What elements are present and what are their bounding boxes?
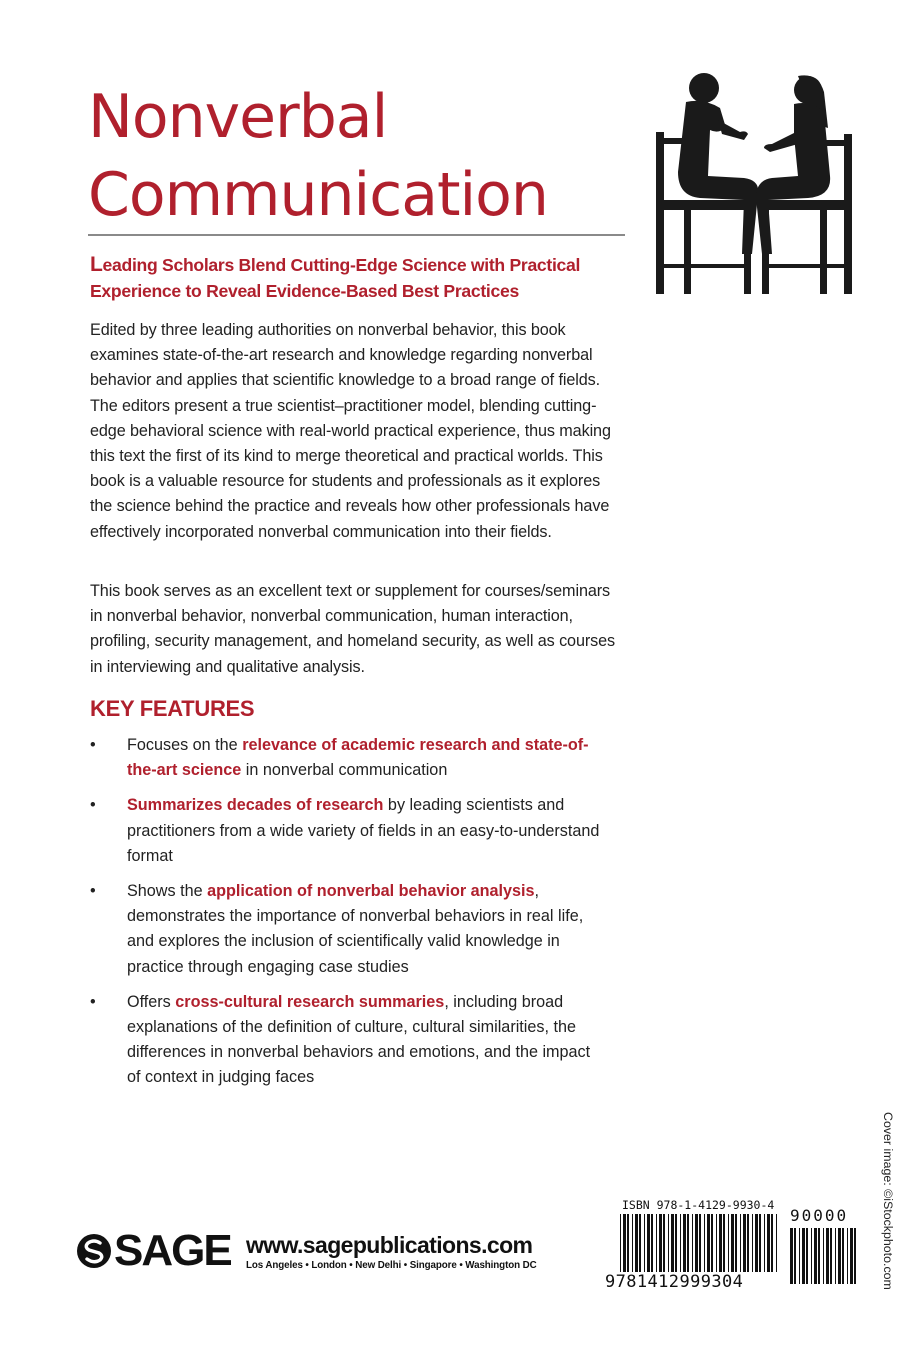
barcode-bar bbox=[818, 1228, 820, 1284]
feature-item bbox=[90, 879, 600, 980]
title-divider bbox=[88, 234, 625, 236]
isbn-label: ISBN 978-1-4129-9930-4 bbox=[622, 1198, 775, 1212]
barcode-bar bbox=[794, 1228, 796, 1284]
barcode-bar bbox=[668, 1214, 669, 1272]
barcode-bar bbox=[826, 1228, 829, 1284]
barcode-bar bbox=[704, 1214, 705, 1272]
barcode-bar bbox=[806, 1228, 808, 1284]
feature-item bbox=[90, 990, 600, 1091]
barcode-bar bbox=[728, 1214, 729, 1272]
barcode-bar bbox=[695, 1214, 698, 1272]
feature-text: Offers bbox=[127, 992, 176, 1011]
barcode-bar bbox=[847, 1228, 848, 1284]
barcode-bar bbox=[850, 1228, 853, 1284]
subtitle-text: eading Scholars Blend Cutting-Edge Science with Practical Experience to Reveal Evidence-Based Best Practices bbox=[90, 255, 581, 301]
title-line-1: Nonverbal bbox=[88, 82, 388, 152]
description-paragraph-2: This book serves as an excellent text or supplement for courses/seminars in nonverbal behavior, nonverbal communication, human interaction, profiling, security management, and homeland security, as well as courses in interviewing and qualitative analysis. bbox=[90, 582, 616, 676]
cover-image-credit: Cover image: ©iStockphoto.com bbox=[881, 1112, 895, 1290]
barcode-bar bbox=[632, 1214, 633, 1272]
feature-highlight: relevance of academic research and state-of-the-art science bbox=[127, 736, 589, 780]
barcode-bar bbox=[776, 1214, 777, 1272]
barcode-bar bbox=[823, 1228, 824, 1284]
barcode-bar bbox=[680, 1214, 681, 1272]
barcode-bar bbox=[811, 1228, 812, 1284]
key-features-heading: KEY FEATURES bbox=[90, 696, 255, 721]
barcode-bar bbox=[635, 1214, 638, 1272]
barcode-bar bbox=[707, 1214, 710, 1272]
sage-logo-text: SAGE bbox=[114, 1226, 231, 1275]
feature-highlight: application of nonverbal behavior analysis bbox=[207, 882, 535, 901]
subtitle-initial: L bbox=[90, 253, 103, 276]
barcode-bar bbox=[790, 1228, 793, 1284]
barcode-bar bbox=[623, 1214, 626, 1272]
barcode-bar bbox=[735, 1214, 737, 1272]
barcode-bar bbox=[854, 1228, 856, 1284]
barcode-bar bbox=[835, 1228, 836, 1284]
barcode-bar bbox=[639, 1214, 641, 1272]
price-barcode bbox=[788, 1228, 858, 1284]
sage-logo-icon bbox=[76, 1233, 112, 1269]
feature-item bbox=[90, 733, 600, 783]
barcode-bar bbox=[740, 1214, 741, 1272]
bullet-icon: • bbox=[90, 736, 96, 754]
publisher-website: www.sagepublications.com bbox=[246, 1232, 533, 1258]
publisher-info bbox=[246, 1232, 537, 1271]
barcode-bar bbox=[743, 1214, 746, 1272]
barcode-bar bbox=[656, 1214, 657, 1272]
barcode-bar bbox=[731, 1214, 734, 1272]
barcode-bar bbox=[651, 1214, 653, 1272]
barcode-bar bbox=[659, 1214, 662, 1272]
feature-text: by leading scientists and practitioners from a wide variety of fields in an easy-to-understand format bbox=[127, 796, 600, 865]
barcode-bar bbox=[716, 1214, 717, 1272]
barcode-bar bbox=[683, 1214, 686, 1272]
feature-text: , demonstrates the importance of nonverbal behaviors in real life, and explores the inclusion of scientifically valid knowledge in practice through engaging case studies bbox=[127, 882, 584, 976]
isbn-barcode bbox=[618, 1214, 782, 1272]
barcode-bar bbox=[627, 1214, 629, 1272]
barcode-bar bbox=[764, 1214, 765, 1272]
barcode-bar bbox=[644, 1214, 645, 1272]
book-subtitle bbox=[90, 252, 630, 304]
feature-text: , including broad explanations of the definition of culture, cultural similarities, the differences in nonverbal behaviors and emotions, and the impact of context in judging faces bbox=[127, 992, 591, 1087]
barcode-bar bbox=[771, 1214, 773, 1272]
barcode-bar bbox=[620, 1214, 621, 1272]
barcode-bar bbox=[692, 1214, 693, 1272]
key-features-list bbox=[90, 733, 600, 1091]
feature-item bbox=[90, 793, 600, 869]
feature-highlight: cross-cultural research summaries bbox=[175, 992, 445, 1011]
barcode-bar bbox=[814, 1228, 817, 1284]
barcode-bar bbox=[663, 1214, 665, 1272]
barcode-bar bbox=[647, 1214, 650, 1272]
barcode-bar bbox=[755, 1214, 758, 1272]
title-line-2: Communication bbox=[88, 160, 548, 230]
barcode-digits: 9781412999304 bbox=[605, 1272, 744, 1292]
barcode-bar bbox=[752, 1214, 753, 1272]
barcode-bar bbox=[802, 1228, 805, 1284]
bullet-icon: • bbox=[90, 796, 96, 815]
feature-text: Focuses on the bbox=[127, 736, 243, 754]
description-paragraph-1: Edited by three leading authorities on nonverbal behavior, this book examines state-of-the-art research and knowledge regarding nonverbal behavior and applies that scientific knowledge to a broad range of fields. The editors present a true scientist–practitioner model, blending cutting-edge behavioral science with real-world practical experience, thus making this text the first of its kind to merge theoretical and practical worlds. This book is a valuable resource for students and professionals as it explores the science behind the practice and reveals how other professionals have effectively incorporated nonverbal communication into their fields. bbox=[90, 321, 611, 541]
sage-logo bbox=[76, 1226, 231, 1276]
conversation-silhouette-image bbox=[648, 68, 860, 296]
barcode-bar bbox=[747, 1214, 749, 1272]
barcode-bar bbox=[838, 1228, 841, 1284]
feature-text: in nonverbal communication bbox=[241, 761, 448, 780]
book-title bbox=[88, 78, 548, 234]
publisher-cities: Los Angeles • London • New Delhi • Singapore • Washington DC bbox=[246, 1260, 537, 1271]
price-code: 90000 bbox=[790, 1206, 849, 1225]
barcode-bar bbox=[723, 1214, 725, 1272]
barcode-bar bbox=[767, 1214, 770, 1272]
feature-text: Shows the bbox=[127, 882, 208, 901]
barcode-bar bbox=[719, 1214, 722, 1272]
bullet-icon: • bbox=[90, 992, 96, 1011]
barcode-bar bbox=[687, 1214, 689, 1272]
barcode-bar bbox=[711, 1214, 713, 1272]
barcode-bar bbox=[799, 1228, 800, 1284]
bullet-icon: • bbox=[90, 882, 96, 901]
feature-highlight: Summarizes decades of research bbox=[127, 796, 384, 815]
barcode-bar bbox=[671, 1214, 674, 1272]
barcode-bar bbox=[675, 1214, 677, 1272]
barcode-bar bbox=[830, 1228, 832, 1284]
barcode-bar bbox=[699, 1214, 701, 1272]
barcode-bar bbox=[759, 1214, 761, 1272]
barcode-bar bbox=[842, 1228, 844, 1284]
